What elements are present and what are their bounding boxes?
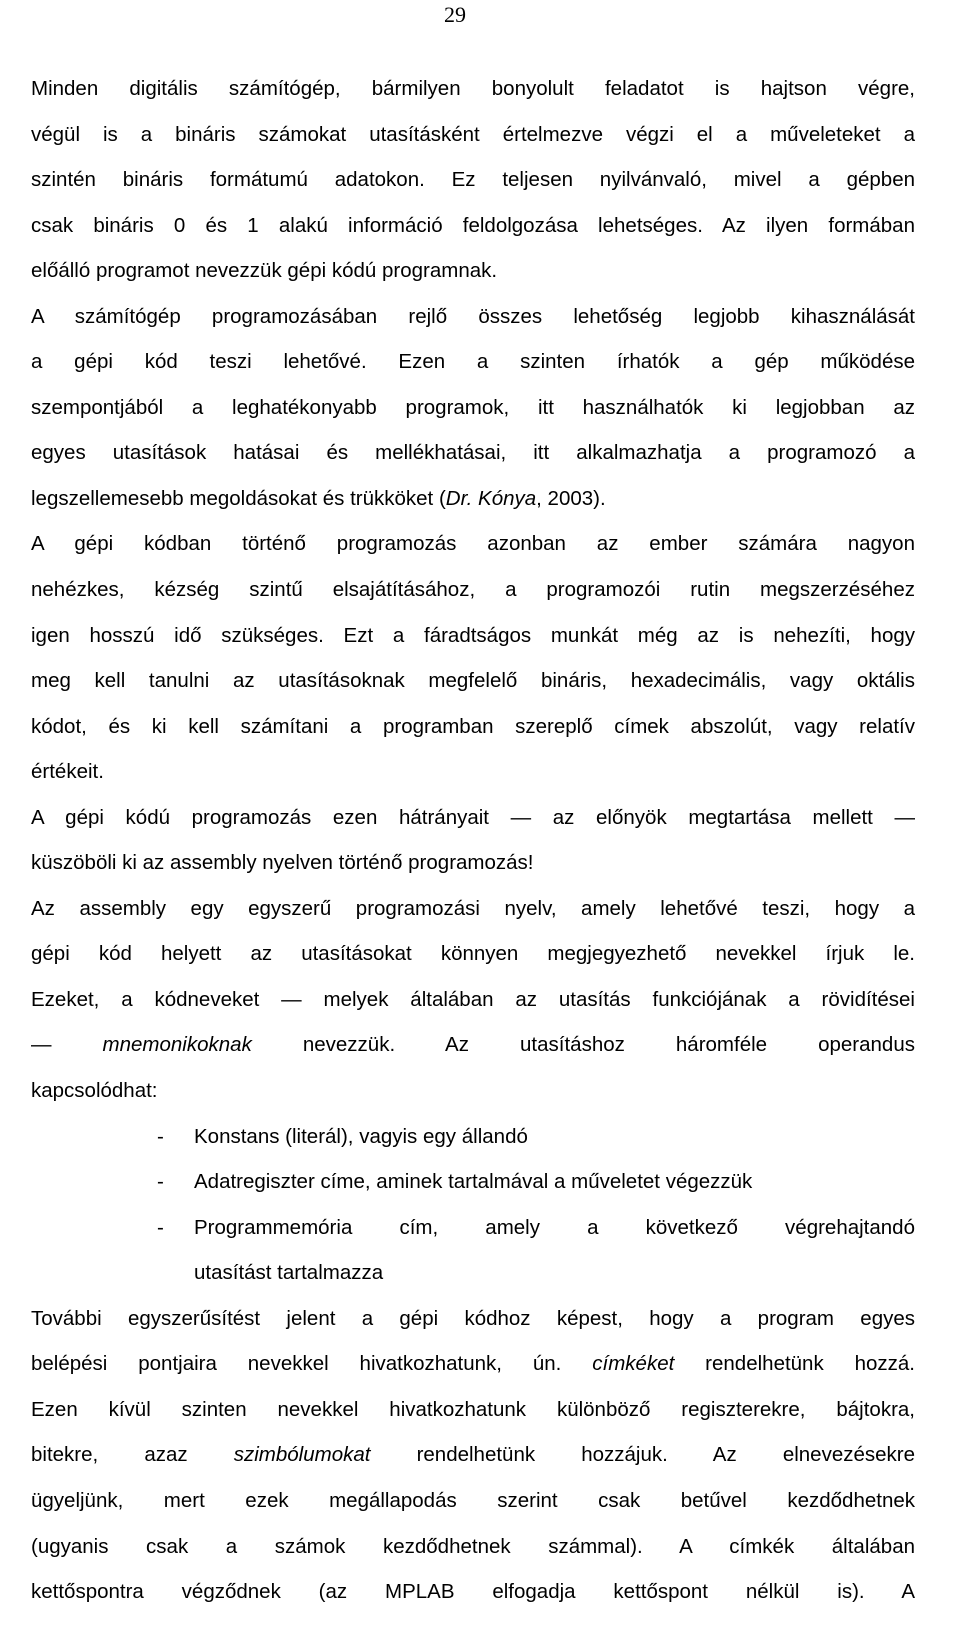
text-run: bitekre, azaz [31,1443,234,1467]
list-item [31,1159,915,1205]
text-line: (ugyanis csak a számok kezdődhetnek számmal). A címkék általában [31,1534,915,1558]
list-item [31,1205,915,1251]
text-line: További egyszerűsítést jelent a gépi kódhoz képest, hogy a program egyes [31,1306,915,1330]
emphasis-text: címkéket [592,1352,675,1376]
text-run: nevezzük. Az utasításhoz háromféle operandus [251,1033,915,1057]
text-line [31,476,915,522]
text-run: , 2003). [536,486,606,510]
list-item [31,1114,915,1160]
list-bullet: - [157,1124,164,1148]
text-line [31,1022,915,1068]
text-line: értékeit. [31,760,104,784]
list-item-continuation: utasítást tartalmazza [194,1261,384,1285]
text-line: Minden digitális számítógép, bármilyen bonyolult feladatot is hajtson végre, [31,77,915,100]
text-line: kettőspontra végződnek (az MPLAB elfogadja kettőspont nélkül is). A [31,1580,915,1604]
text-line: kódot, és ki kell számítani a programban szereplő címek abszolút, vagy relatív [31,714,915,738]
text-line: ügyeljünk, mert ezek megállapodás szerint csak betűvel kezdődhetnek [31,1488,915,1512]
text-line: gépi kód helyett az utasításokat könnyen megjegyezhető nevekkel írjuk le. [31,942,915,966]
list-item-text: Programmemória cím, amely a következő végrehajtandó [194,1215,915,1239]
text-run: belépési pontjaira nevekkel hivatkozhatunk, ún. [31,1352,593,1376]
list-bullet: - [157,1170,164,1194]
text-line: A számítógép programozásában rejlő összes lehetőség legjobb kihasználását [31,304,915,328]
document-body [31,66,915,1615]
text-line: Ezen kívül szinten nevekkel hivatkozhatunk különböző regiszterekre, bájtokra, [31,1397,915,1421]
emphasis-text: Dr. Kónya [445,486,537,510]
text-line: egyes utasítások hatásai és mellékhatásai, itt alkalmazhatja a programozó a [31,441,915,465]
text-line: meg kell tanulni az utasításoknak megfelelő bináris, hexadecimális, vagy oktális [31,669,915,693]
list-bullet: - [157,1215,164,1239]
text-line [31,1341,915,1387]
page-number: 29 [444,2,466,27]
text-line: nehézkes, kézség szintű elsajátításához, a programozói rutin megszerzéséhez [31,578,915,602]
text-line: végül is a bináris számokat utasításként értelmezve végzi el a műveleteket a [31,122,915,146]
text-run: — [31,1033,103,1057]
text-run: rendelhetünk hozzá. [674,1352,915,1376]
text-line: kapcsolódhat: [31,1079,158,1103]
text-line: küszöböli ki az assembly nyelven történő programozás! [31,851,534,875]
emphasis-text: mnemonikoknak [102,1033,252,1057]
list-item-text: Adatregiszter címe, aminek tartalmával a műveletet végezzük [194,1170,753,1194]
list-item-text: Konstans (literál), vagyis egy állandó [194,1124,528,1148]
text-line: szempontjából a leghatékonyabb programok, itt használhatók ki legjobban az [31,395,915,419]
emphasis-text: szimbólumokat [233,1443,371,1467]
text-line: igen hosszú idő szükséges. Ezt a fáradtságos munkát még az is nehezíti, hogy [31,623,915,647]
text-run: legszellemesebb megoldásokat és trükköket ( [31,486,446,510]
text-line: csak bináris 0 és 1 alakú információ feldolgozása lehetséges. Az ilyen formában [31,213,915,237]
text-line: Az assembly egy egyszerű programozási nyelv, amely lehetővé teszi, hogy a [31,896,915,920]
text-line [31,1432,915,1478]
text-line: Ezeket, a kódneveket — melyek általában az utasítás funkciójának a rövidítései [31,987,915,1011]
text-line: a gépi kód teszi lehetővé. Ezen a szinten írhatók a gép működése [31,350,915,374]
text-run: rendelhetünk hozzájuk. Az elnevezésekre [370,1443,916,1467]
text-line: A gépi kódú programozás ezen hátrányait — az előnyök megtartása mellett — [31,805,915,829]
text-line: szintén bináris formátumú adatokon. Ez teljesen nyilvánvaló, mivel a gépben [31,168,915,192]
text-line: előálló programot nevezzük gépi kódú programnak. [31,259,498,283]
text-line: A gépi kódban történő programozás azonban az ember számára nagyon [31,532,915,556]
